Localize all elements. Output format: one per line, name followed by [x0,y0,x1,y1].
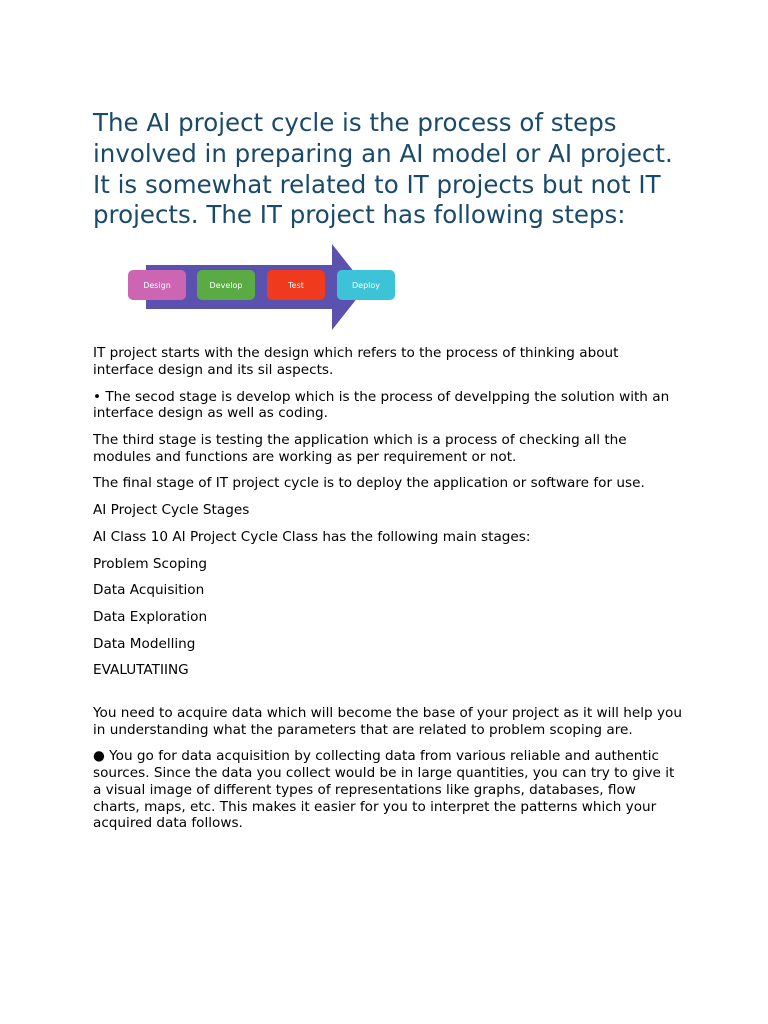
stage-evaluating: EVALUTATIING [93,662,189,679]
paragraph-develop: • The secod stage is develop which is the process of develpping the solution with an interface design as well as coding. [93,388,670,422]
document-page [93,108,683,842]
paragraph-main-stages: AI Class 10 AI Project Cycle Class has the following main stages: [93,528,531,545]
stage-problem-scoping: Problem Scoping [93,555,207,572]
step-deploy: Deploy [337,270,395,300]
stage-data-acquisition: Data Acquisition [93,582,205,599]
page-heading: The AI project cycle is the process of steps involved in preparing an AI model or AI project. It is somewhat related to IT projects but not IT projects. The IT project has following steps: [93,108,673,230]
step-develop: Develop [197,270,255,300]
step-design: Design [128,270,186,300]
it-project-cycle-diagram [126,244,406,330]
body-text [93,345,683,832]
paragraph-design: IT project starts with the design which refers to the process of thinking about interface design and its sil aspects. [93,345,619,378]
paragraph-deploy: The final stage of IT project cycle is to deploy the application or software for use. [93,475,645,492]
paragraph-testing: The third stage is testing the application which is a process of checking all the modules and functions are working as per requirement or not. [93,432,627,465]
stage-data-exploration: Data Exploration [93,608,208,625]
stage-data-modelling: Data Modelling [93,635,196,652]
step-test: Test [267,270,325,300]
section-title-ai-stages: AI Project Cycle Stages [93,502,250,519]
paragraph-acquire-data: You need to acquire data which will become the base of your project as it will help you in understanding what the parameters that are related to problem scoping are. [93,705,682,738]
paragraph-data-acquisition: ● You go for data acquisition by collecting data from various reliable and authentic sources. Since the data you collect would be in large quantities, you can try to give it a visual image of different types of representations like graphs, databases, flow charts, maps, etc. This makes it easier for you to interpret the patterns which your acquired data follows. [93,748,675,832]
